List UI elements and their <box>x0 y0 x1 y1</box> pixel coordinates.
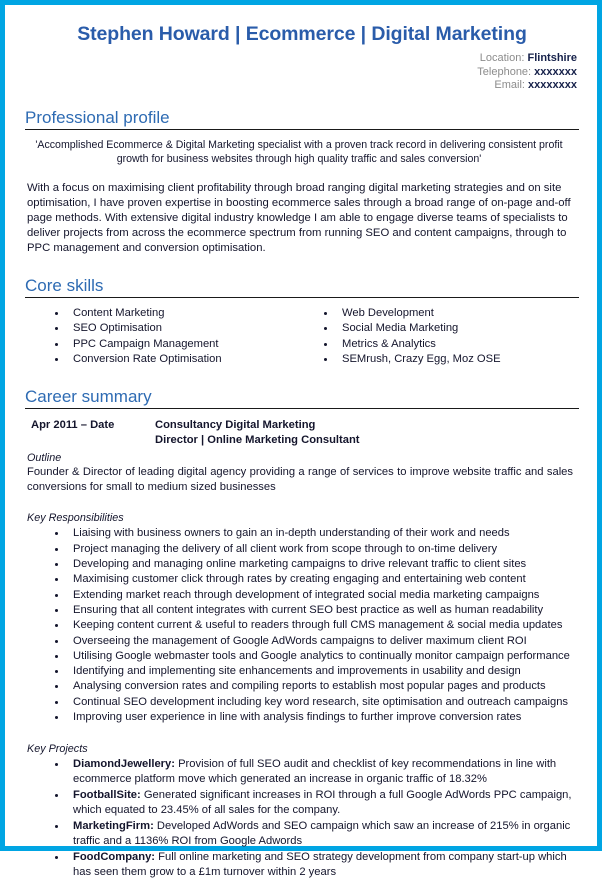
key-projects-label: Key Projects <box>27 743 88 756</box>
core-skills-list-left <box>51 306 302 367</box>
list-item: Liaising with business owners to gain an in-depth understanding of their work and needs <box>25 526 573 541</box>
project-text: Developed AdWords and SEO campaign which saw an increase of 215% in organic traffic and a 1136% ROI from Google Adwords <box>73 819 571 847</box>
project-text: Full online marketing and SEO strategy development from company start-up which has seen them grow to a £1m turnover within 2 years <box>73 850 567 878</box>
key-responsibilities-list <box>25 526 579 725</box>
list-item: Project managing the delivery of all client work from scope through to on-time delivery <box>25 542 573 557</box>
project-text: Generated significant increases in ROI through a full Google AdWords PPC campaign, which equated to 23.45% of all sales for the company. <box>73 789 572 817</box>
core-skills-column-left <box>25 306 302 368</box>
contact-row-telephone <box>25 66 577 80</box>
list-item: Ensuring that all content integrates with current SEO best practice as well as human readability <box>25 603 573 618</box>
list-item: Developing and managing online marketing campaigns to drive relevant traffic to client sites <box>25 557 573 572</box>
key-projects-list <box>25 757 579 879</box>
job-titles <box>155 418 360 448</box>
contact-label-telephone: Telephone: <box>477 65 532 78</box>
contact-details <box>25 52 579 93</box>
list-item: Keeping content current & useful to readers through full CMS management & social media updates <box>25 618 573 633</box>
list-item: SEMrush, Crazy Egg, Moz OSE <box>320 352 579 367</box>
project-name: FoodCompany: <box>73 850 156 863</box>
project-name: FootballSite: <box>73 789 141 802</box>
core-skills-list-right <box>320 306 579 367</box>
heading-core-skills: Core skills <box>25 275 579 298</box>
outline-label: Outline <box>27 451 62 464</box>
list-item: Extending market reach through development of integrated social media marketing campaigns <box>25 588 573 603</box>
list-item: Maximising customer click through rates by creating engaging and entertaining web content <box>25 572 573 587</box>
list-item: Identifying and implementing site enhancements and improvements in usability and design <box>25 664 573 679</box>
project-name: DiamondJewellery: <box>73 758 175 771</box>
list-item: Overseeing the management of Google AdWords campaigns to deliver maximum client ROI <box>25 634 573 649</box>
list-item: Analysing conversion rates and compiling reports to establish most popular pages and products <box>25 679 573 694</box>
list-item: Web Development <box>320 306 579 321</box>
page-title: Stephen Howard | Ecommerce | Digital Marketing <box>77 23 527 45</box>
job-entry-header <box>25 418 579 448</box>
profile-quote: 'Accomplished Ecommerce & Digital Marketing specialist with a proven track record in delivering consistent profit growth for business websites through high quality traffic and sales conversion' <box>35 138 563 165</box>
job-title-line-1: Consultancy Digital Marketing <box>155 418 316 431</box>
key-responsibilities-label: Key Responsibilities <box>27 512 124 525</box>
heading-career-summary: Career summary <box>25 386 579 409</box>
contact-label-email: Email: <box>494 79 525 91</box>
list-item: Improving user experience in line with analysis findings to further improve conversion rates <box>25 710 573 725</box>
heading-professional-profile: Professional profile <box>25 107 579 130</box>
contact-row-email <box>25 79 577 93</box>
job-title-line-2: Director | Online Marketing Consultant <box>155 433 360 446</box>
contact-value-telephone: xxxxxxx <box>534 65 577 78</box>
core-skills-columns <box>25 306 579 368</box>
project-name: MarketingFirm: <box>73 819 154 832</box>
list-item <box>25 819 573 849</box>
contact-value-email: xxxxxxxx <box>528 79 577 91</box>
project-text: Provision of full SEO audit and checklist of key recommendations in line with ecommerce platform move which generated an increase in organic traffic of 18.32% <box>73 758 557 786</box>
list-item <box>25 788 573 818</box>
list-item: Social Media Marketing <box>320 321 579 336</box>
list-item: SEO Optimisation <box>51 321 302 336</box>
section-career-summary <box>25 386 579 880</box>
list-item <box>25 850 573 880</box>
list-item: Metrics & Analytics <box>320 337 579 352</box>
list-item: Conversion Rate Optimisation <box>51 352 302 367</box>
contact-label-location: Location: <box>479 52 525 64</box>
list-item: Utilising Google webmaster tools and Google analytics to continually monitor campaign performance <box>25 649 573 664</box>
section-professional-profile <box>25 107 579 257</box>
list-item <box>25 757 573 787</box>
contact-value-location: Flintshire <box>527 52 577 64</box>
section-core-skills <box>25 275 579 368</box>
cv-content <box>5 5 597 878</box>
list-item: Content Marketing <box>51 306 302 321</box>
contact-row-location <box>25 52 577 66</box>
list-item: PPC Campaign Management <box>51 337 302 352</box>
outline-text: Founder & Director of leading digital agency providing a range of services to improve website traffic and sales conversions for small to medium sized businesses <box>27 465 573 493</box>
profile-body-text: With a focus on maximising client profitability through broad ranging digital marketing strategies and on site optimisation, I have proven expertise in boosting ecommerce sales through a broad range of on-page and-off page methods. With extensive digital industry knowledge I am able to engage diverse teams of specialists to deliver projects from across the ecommerce spectrum from running SEO and content campaigns, through to PPC management and conversion optimisation. <box>27 181 571 255</box>
job-dates: Apr 2011 – Date <box>31 418 115 431</box>
list-item: Continual SEO development including key word research, site optimisation and outreach campaigns <box>25 695 573 710</box>
core-skills-column-right <box>302 306 579 368</box>
